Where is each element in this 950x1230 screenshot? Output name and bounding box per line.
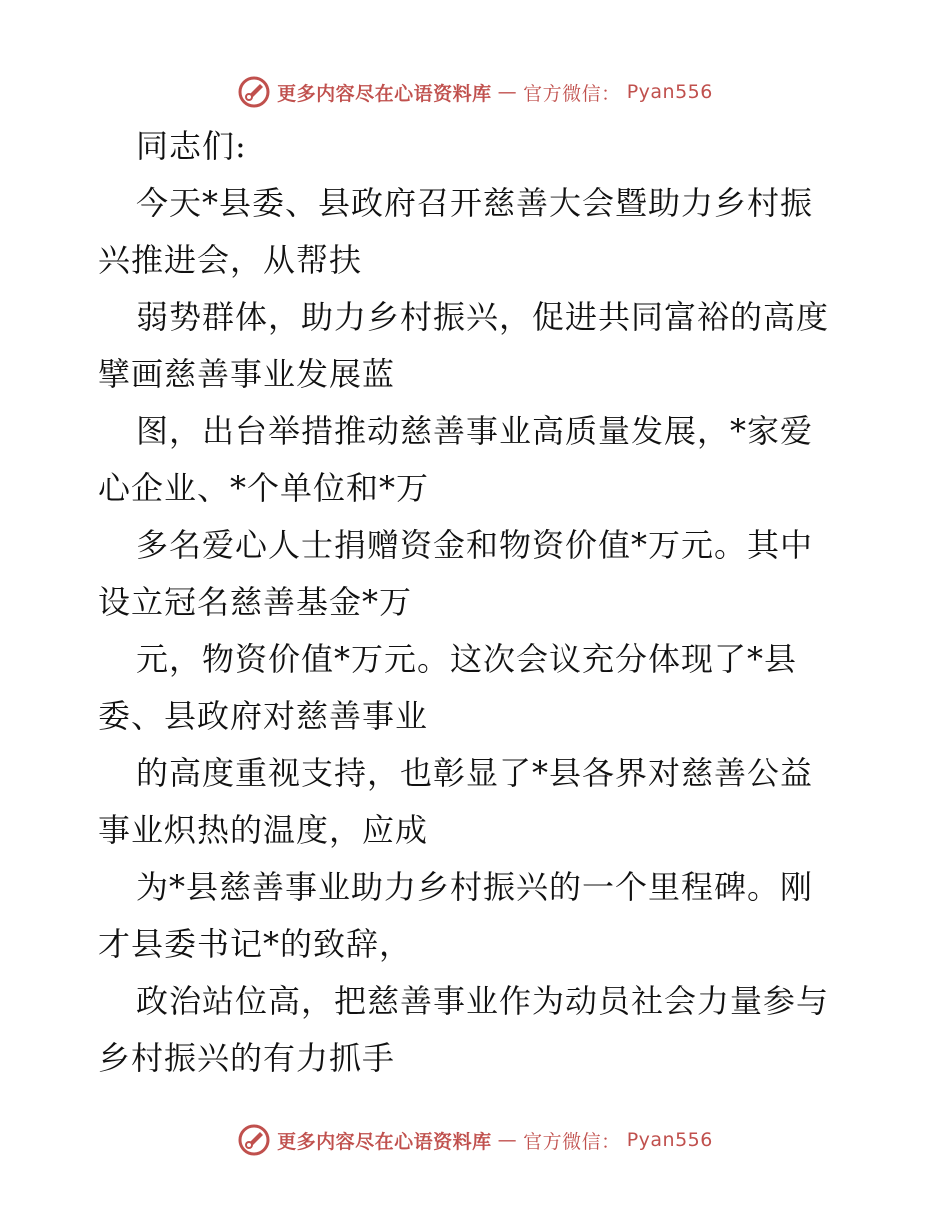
text-line: 今天*县委、县政府召开慈善大会暨助力乡村振 (136, 184, 814, 222)
text-line: 才县委书记*的致辞， (98, 925, 413, 963)
banner-dash: — (497, 1129, 518, 1151)
text-line: 同志们: (136, 127, 247, 165)
banner-wechat-label: 官方微信： (523, 1130, 621, 1153)
text-line: 擘画慈善事业发展蓝 (98, 355, 396, 393)
footer-banner (0, 1120, 950, 1160)
document-body (98, 118, 858, 1087)
text-line: 乡村振兴的有力抓手 (98, 1039, 396, 1077)
text-line: 为*县慈善事业助力乡村振兴的一个里程碑。刚 (136, 868, 814, 906)
text-line: 的高度重视支持，也彰显了*县各界对慈善公益 (136, 754, 814, 792)
banner-wechat-label: 官方微信： (523, 82, 621, 105)
header-banner (0, 72, 950, 112)
banner-dash: — (497, 81, 518, 103)
banner-site-name: 更多内容尽在心语资料库 (277, 1130, 492, 1153)
banner-wechat-id: Pyan556 (626, 81, 713, 103)
text-line: 心企业、*个单位和*万 (98, 469, 430, 507)
text-line: 弱势群体，助力乡村振兴，促进共同富裕的高度 (136, 298, 830, 336)
text-line: 元，物资价值*万元。这次会议充分体现了*县 (136, 640, 798, 678)
text-line: 事业炽热的温度，应成 (98, 811, 429, 849)
text-line: 委、县政府对慈善事业 (98, 697, 429, 735)
banner-wechat-id: Pyan556 (626, 1129, 713, 1151)
text-line: 多名爱心人士捐赠资金和物资价值*万元。其中 (136, 526, 814, 564)
text-line: 设立冠名慈善基金*万 (98, 583, 413, 621)
logo-icon (237, 75, 271, 109)
text-line: 图，出台举措推动慈善事业高质量发展，*家爱 (136, 412, 814, 450)
text-line: 政治站位高，把慈善事业作为动员社会力量参与 (136, 982, 830, 1020)
banner-site-name: 更多内容尽在心语资料库 (277, 82, 492, 105)
logo-icon (237, 1123, 271, 1157)
text-line: 兴推进会，从帮扶 (98, 241, 363, 279)
